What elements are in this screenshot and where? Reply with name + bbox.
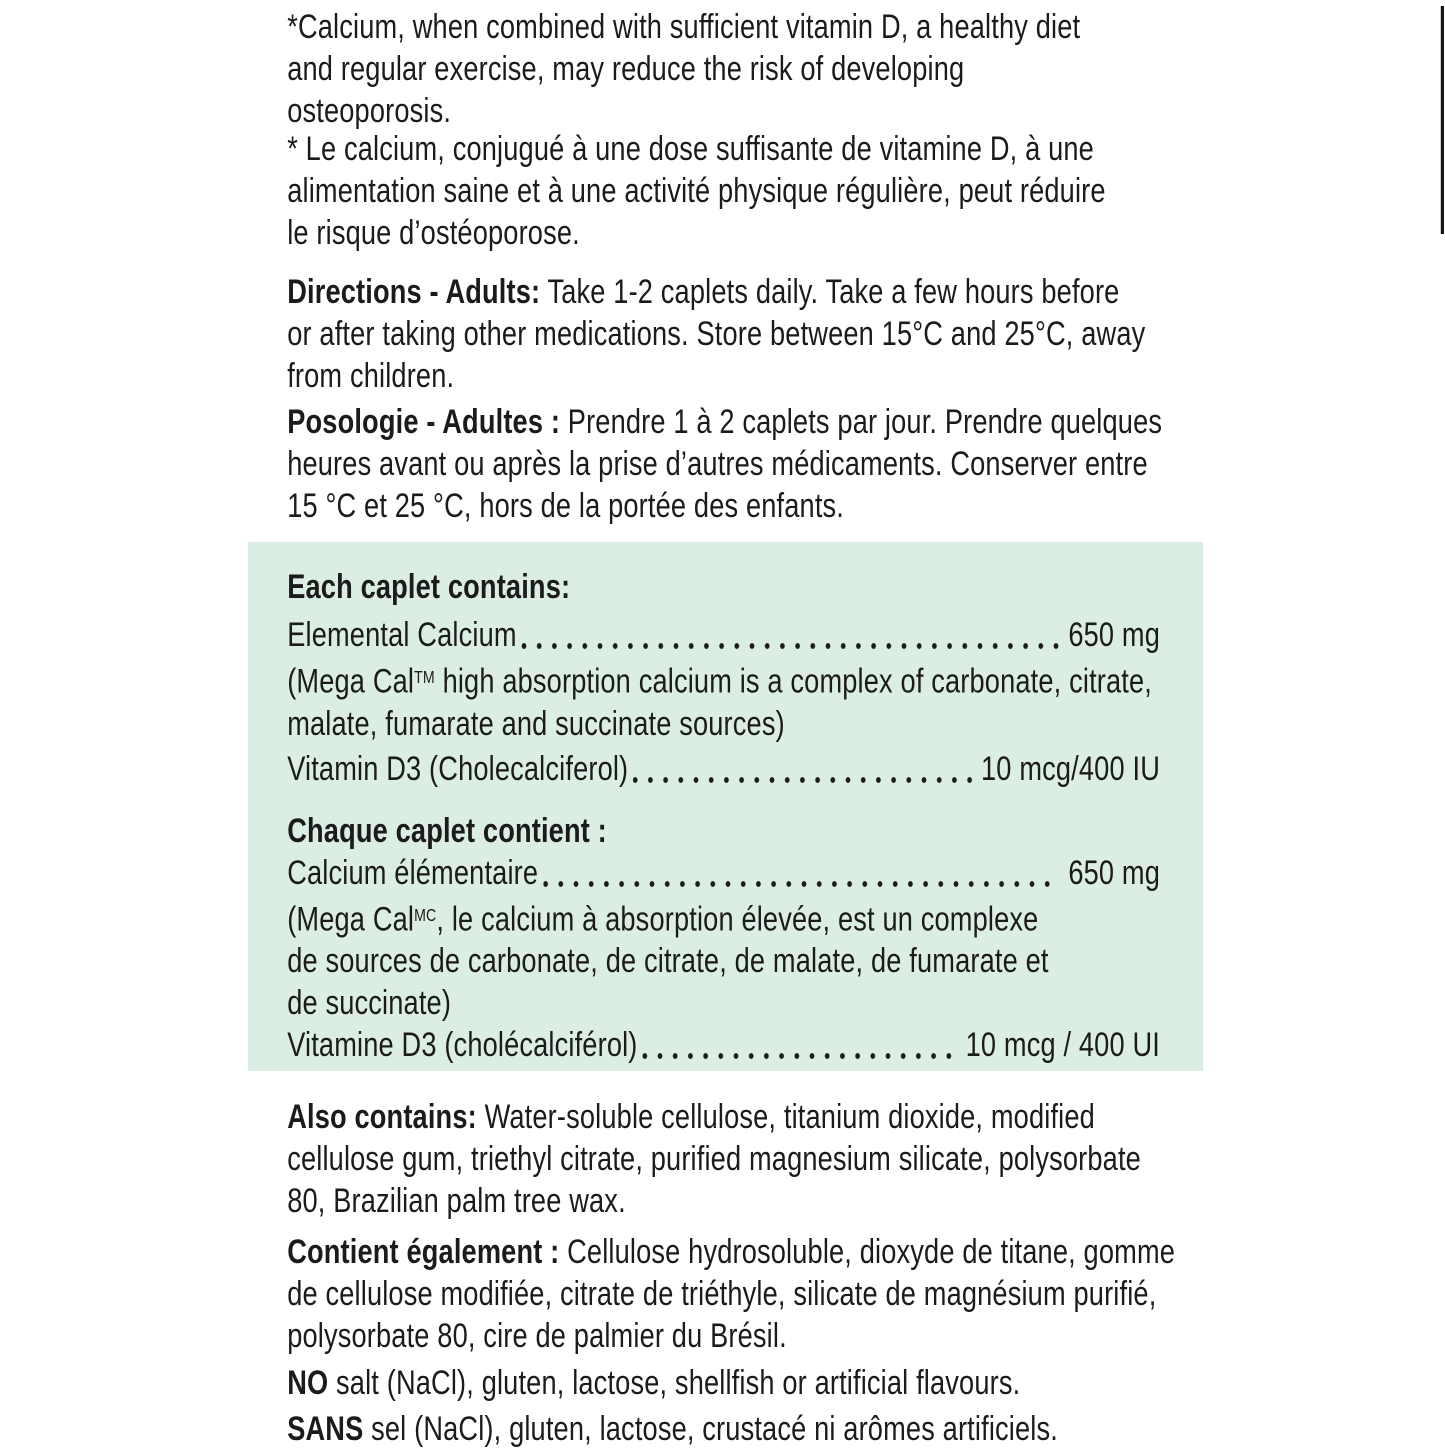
ingredient-row-en-calcium — [287, 614, 1160, 656]
dotted-leader — [633, 777, 973, 783]
panel-heading-en: Each caplet contains: — [287, 568, 571, 606]
text-line: *Calcium, when combined with sufficient vitamin D, a healthy diet — [287, 8, 1081, 46]
edge-mark — [1441, 6, 1444, 234]
free-fr-label: SANS — [287, 1410, 364, 1448]
text-line: heures avant ou après la prise d’autres médicaments. Conserver entre — [287, 445, 1148, 483]
directions-en — [287, 271, 1279, 397]
text-line: 15 °C et 25 °C, hors de la portée des enfants. — [287, 487, 845, 525]
free-from-en — [287, 1362, 1279, 1404]
ingredient-name: Vitamin D3 (Cholecalciferol) — [287, 749, 629, 788]
text-line: cellulose gum, triethyl citrate, purified magnesium silicate, polysorbate — [287, 1140, 1141, 1178]
text-line: from children. — [287, 357, 455, 395]
text-line: and regular exercise, may reduce the risk of developing — [287, 50, 965, 88]
note-text: , le calcium à absorption élevée, est un complexe — [436, 900, 1039, 939]
directions-fr — [287, 401, 1279, 527]
text-line — [287, 1362, 1279, 1404]
directions-fr-label: Posologie - Adultes : — [287, 403, 561, 441]
text-line: polysorbate 80, cire de palmier du Brésil. — [287, 1317, 787, 1355]
text-line: * Le calcium, conjugué à une dose suffisante de vitamine D, à une — [287, 130, 1094, 168]
also-fr-label: Contient également : — [287, 1233, 560, 1271]
panel-heading-fr: Chaque caplet contient : — [287, 811, 607, 850]
note-prefix: (Mega Cal — [287, 662, 415, 701]
ingredient-name: Calcium élémentaire — [287, 853, 539, 892]
text-line: de cellulose modifiée, citrate de triéthyle, silicate de magnésium purifié, — [287, 1275, 1157, 1313]
ingredient-row-en-vitd — [287, 748, 1160, 790]
ingredient-note-fr: de succinate) — [287, 984, 452, 1023]
also-en-label: Also contains: — [287, 1098, 477, 1136]
trademark-superscript: TM — [414, 667, 435, 687]
ingredients-panel — [248, 542, 1203, 1071]
ingredient-row-fr-calcium — [287, 852, 1160, 894]
free-en-text: salt (NaCl), gluten, lactose, shellfish or artificial flavours. — [328, 1364, 1021, 1402]
text-line: osteoporosis. — [287, 92, 452, 130]
ingredient-note-fr — [287, 894, 1160, 941]
directions-en-text: Take 1-2 caplets daily. Take a few hours before — [540, 273, 1120, 311]
trademark-superscript: MC — [414, 904, 437, 925]
text-line — [287, 401, 1279, 443]
ingredient-amount: 10 mcg/400 IU — [981, 749, 1160, 788]
dotted-leader — [521, 643, 1060, 649]
directions-en-label: Directions - Adults: — [287, 273, 541, 311]
free-en-label: NO — [287, 1364, 329, 1402]
text-line: or after taking other medications. Store between 15°C and 25°C, away — [287, 315, 1146, 353]
free-from-fr — [287, 1408, 1279, 1450]
also-en-text: Water-soluble cellulose, titanium dioxide, modified — [476, 1098, 1095, 1136]
dotted-leader — [543, 881, 1060, 887]
also-fr-text: Cellulose hydrosoluble, dioxyde de titane, gomme — [559, 1233, 1176, 1271]
ingredient-name: Vitamine D3 (cholécalciférol) — [287, 1026, 638, 1065]
directions-fr-text: Prendre 1 à 2 caplets par jour. Prendre quelques — [560, 403, 1163, 441]
ingredient-note-fr: de sources de carbonate, de citrate, de malate, de fumarate et — [287, 942, 1049, 981]
ingredient-amount: 650 mg — [1068, 616, 1160, 654]
claim-en — [287, 6, 1279, 132]
ingredient-name: Elemental Calcium — [287, 616, 517, 654]
ingredient-amount: 10 mcg / 400 UI — [965, 1026, 1160, 1065]
text-line: 80, Brazilian palm tree wax. — [287, 1182, 626, 1220]
text-line — [287, 1231, 1279, 1273]
free-fr-text: sel (NaCl), gluten, lactose, crustacé ni arômes artificiels. — [363, 1410, 1058, 1448]
text-line: alimentation saine et à une activité physique régulière, peut réduire — [287, 172, 1106, 210]
ingredient-note-en: malate, fumarate and succinate sources) — [287, 704, 785, 743]
text-line — [287, 1408, 1279, 1450]
ingredient-row-fr-vitd — [287, 1024, 1160, 1066]
note-text: high absorption calcium is a complex of carbonate, citrate, — [434, 662, 1153, 701]
claim-fr — [287, 128, 1279, 254]
text-line: le risque d’ostéoporose. — [287, 214, 580, 252]
dotted-leader — [642, 1053, 957, 1059]
text-line — [287, 1096, 1279, 1138]
also-contains-fr — [287, 1231, 1279, 1357]
note-prefix: (Mega Cal — [287, 900, 415, 939]
ingredient-note-en — [287, 656, 1160, 703]
also-contains-en — [287, 1096, 1279, 1222]
ingredient-amount: 650 mg — [1068, 853, 1160, 892]
text-line — [287, 271, 1279, 313]
